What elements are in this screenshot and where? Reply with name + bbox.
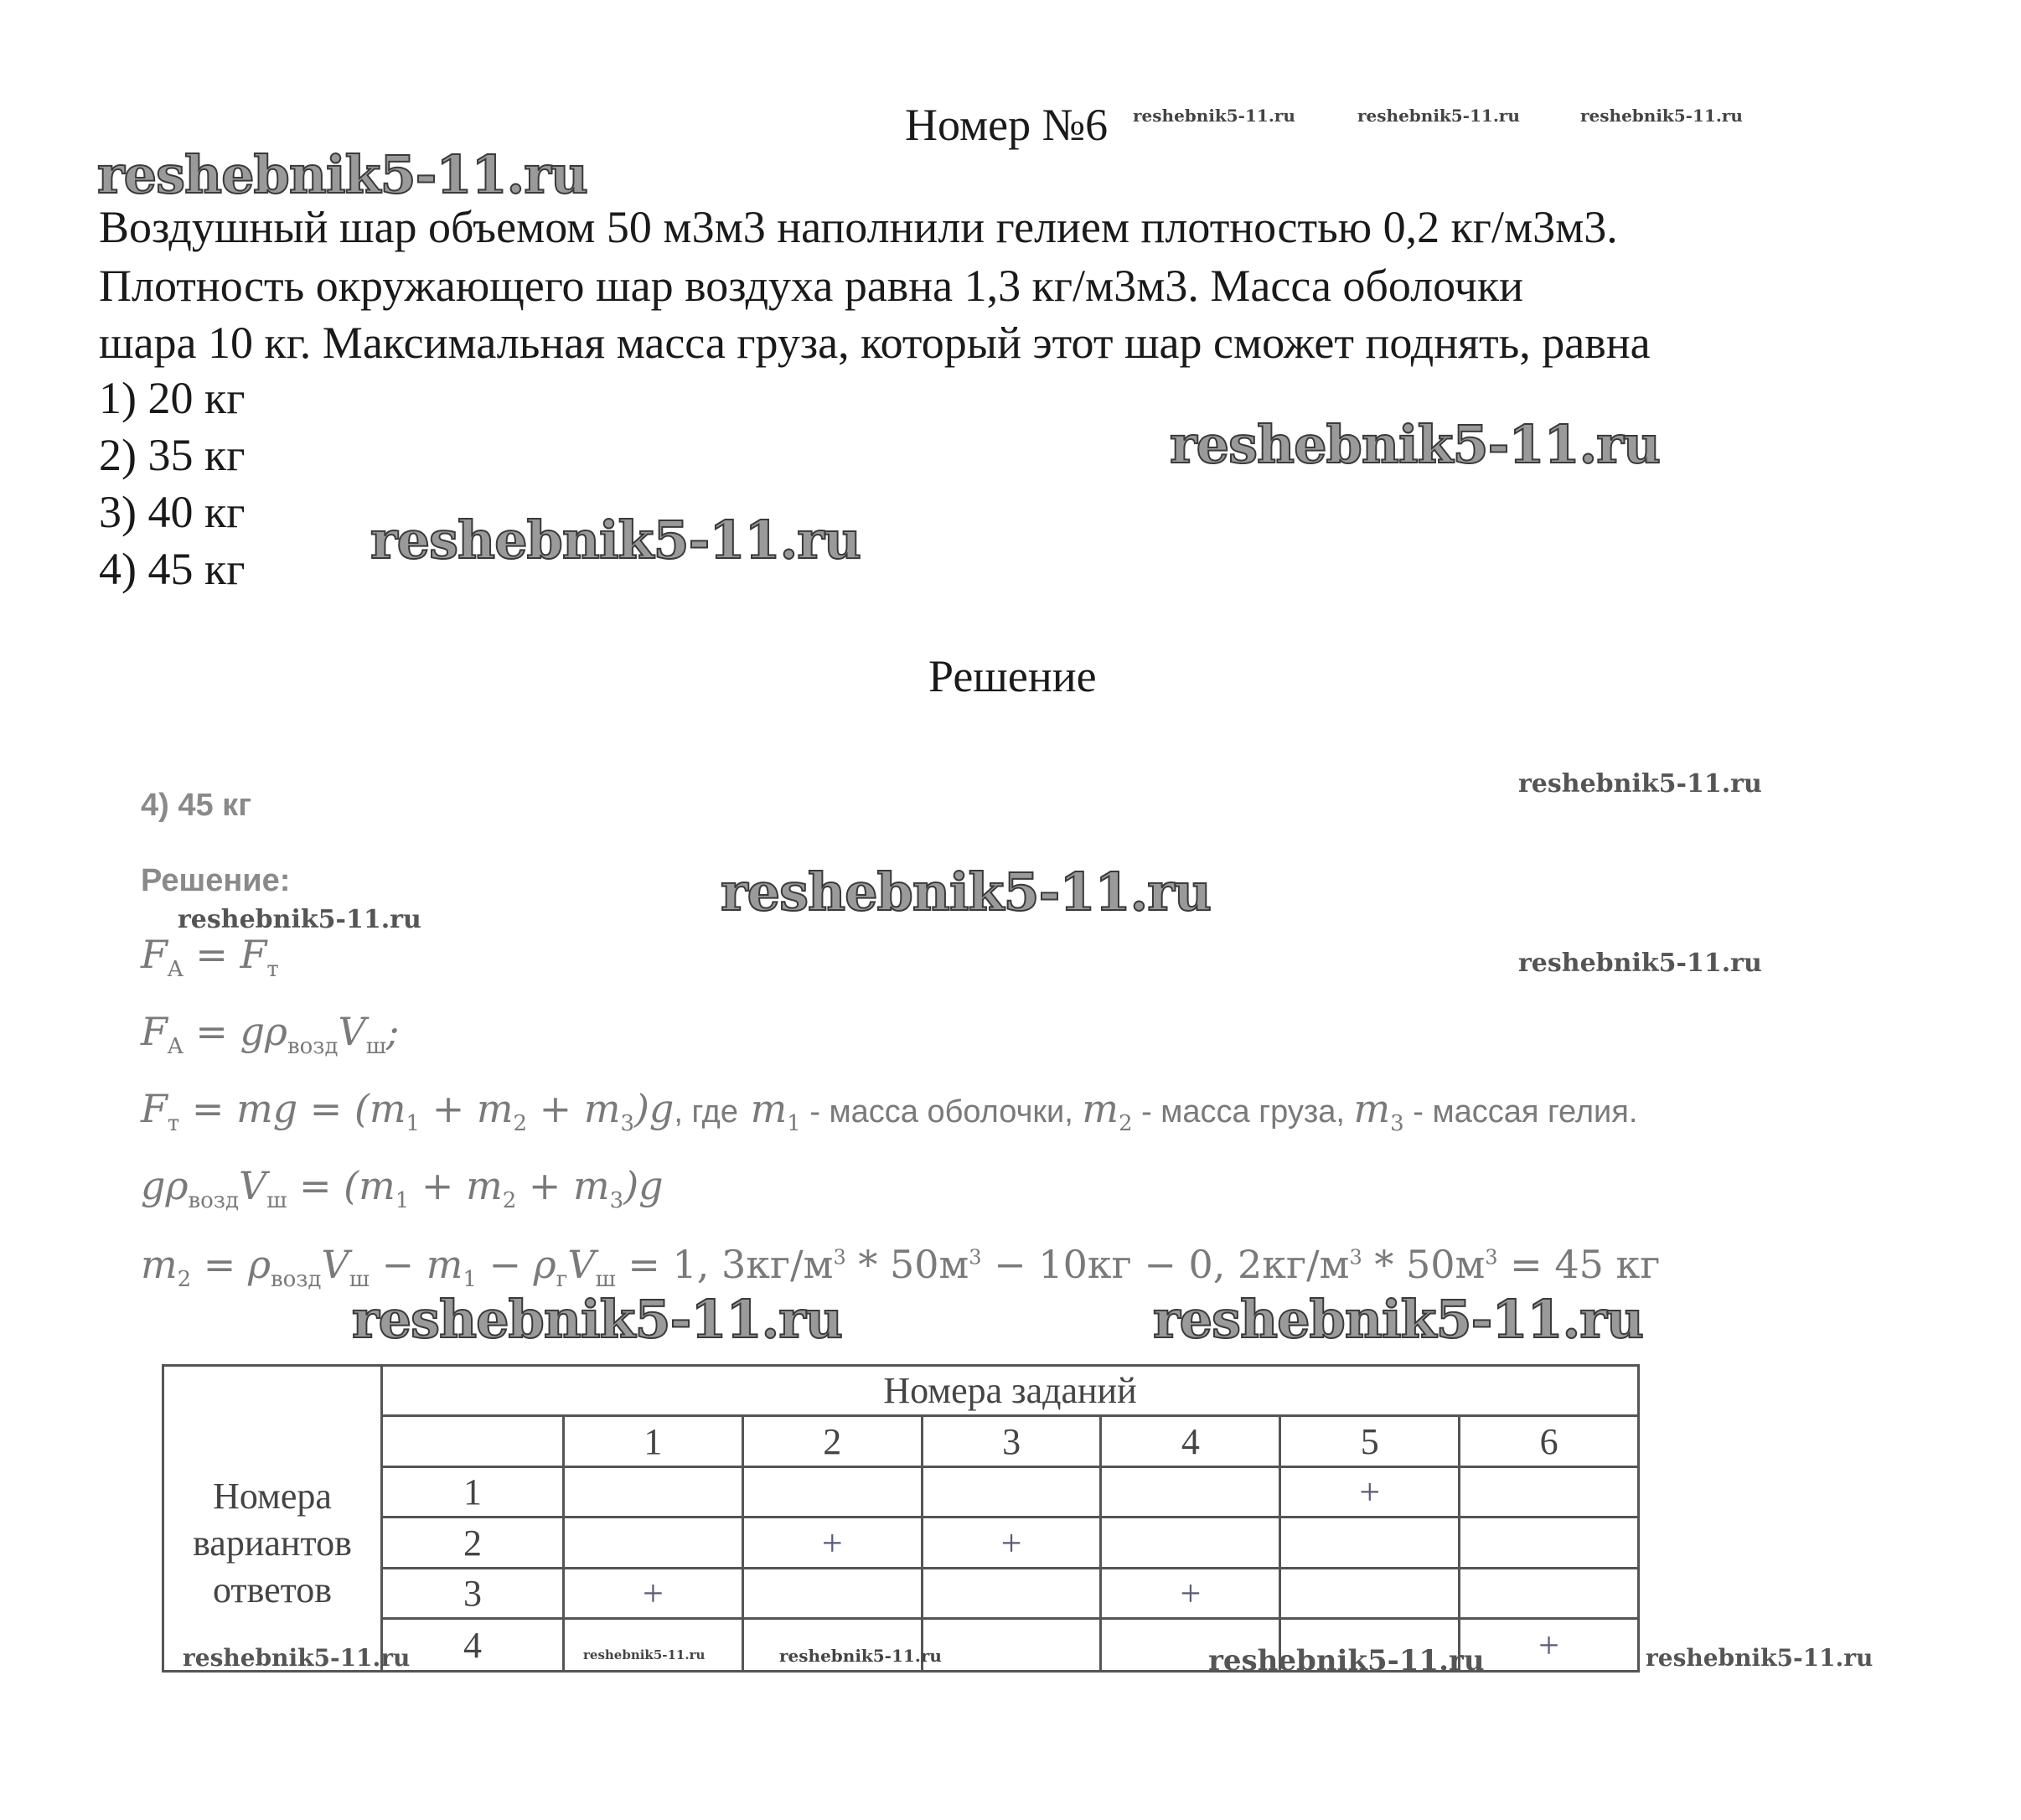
watermark: reshebnik5-11.ru — [1170, 414, 1660, 475]
table-cell: + — [1460, 1619, 1639, 1672]
watermark: reshebnik5-11.ru — [178, 905, 421, 934]
watermark: reshebnik5-11.ru — [1518, 769, 1762, 799]
table-cell: + — [1280, 1466, 1460, 1517]
equation-2: $F_A = g\rho_{возд}V_ш$; — [141, 1009, 400, 1060]
column-header: 2 — [742, 1416, 922, 1466]
watermark: reshebnik5-11.ru — [1208, 1644, 1485, 1678]
option-2: 2) 35 кг — [99, 430, 246, 480]
problem-line-3: шара 10 кг. Максимальная масса груза, который этот шар сможет поднять, равна — [99, 318, 1651, 368]
row-label: 2 — [382, 1518, 564, 1568]
table-cell — [1280, 1518, 1460, 1568]
equation-4: $g\rho_{возд}V_ш = (m_1 + m_2 + m_3)g$ — [141, 1163, 664, 1214]
table-cell — [564, 1518, 743, 1568]
watermark: reshebnik5-11.ru — [1580, 106, 1743, 126]
watermark: reshebnik5-11.ru — [370, 509, 861, 571]
page-title: Номер №6 — [905, 100, 1109, 150]
corner-cell — [382, 1416, 564, 1466]
row-label: 4 — [382, 1619, 564, 1672]
table-cell — [1280, 1568, 1460, 1618]
watermark: reshebnik5-11.ru — [1133, 106, 1295, 126]
column-header: 5 — [1280, 1416, 1460, 1466]
watermark: reshebnik5-11.ru — [1518, 949, 1762, 978]
table-cell — [1460, 1518, 1639, 1568]
answer-table — [162, 1364, 1640, 1673]
watermark: reshebnik5-11.ru — [352, 1289, 842, 1350]
watermark: reshebnik5-11.ru — [721, 861, 1211, 923]
column-header: 4 — [1101, 1416, 1280, 1466]
solution-label: Решение: — [141, 863, 291, 898]
watermark: reshebnik5-11.ru — [1357, 106, 1520, 126]
table-cell — [922, 1619, 1101, 1672]
table-cell — [564, 1466, 743, 1517]
option-3: 3) 40 кг — [99, 487, 246, 537]
table-cell — [742, 1568, 922, 1618]
problem-line-1: Воздушный шар объемом 50 м3м3 наполнили гелием плотностью 0,2 кг/м3м3. — [99, 202, 1618, 252]
row-header-cell — [163, 1366, 382, 1672]
table-cell: + — [742, 1518, 922, 1568]
option-1: 1) 20 кг — [99, 373, 246, 423]
equation-5: $m_2 = \rho_{возд}V_ш - m_1 - \rho_гV_ш = 1$, $3кг/м^3 * 50м^3 - 10кг - 0$, $2кг/м^3 * 50м^3 = 45$ кг — [141, 1242, 1661, 1293]
watermark: reshebnik5-11.ru — [583, 1647, 706, 1662]
table-cell — [564, 1619, 743, 1672]
column-header: 6 — [1460, 1416, 1639, 1466]
option-4: 4) 45 кг — [99, 544, 246, 594]
table-cell — [742, 1466, 922, 1517]
equation-3: $F_т$ = mg = $(m_1 + m_2 + m_3)g$, где $m_1$ - масса оболочки, $m_2$ - масса груза, $m_3$ - массая гелия. — [141, 1086, 1638, 1137]
row-label: 1 — [382, 1466, 564, 1517]
watermark: reshebnik5-11.ru — [1646, 1644, 1874, 1672]
table-cell — [1101, 1466, 1280, 1517]
row-header: Номера вариантов ответов — [193, 1476, 352, 1611]
problem-line-2: Плотность окружающего шар воздуха равна 1,3 кг/м3м3. Масса оболочки — [99, 261, 1524, 311]
watermark: reshebnik5-11.ru — [1153, 1289, 1643, 1350]
row-label: 3 — [382, 1568, 564, 1618]
watermark: reshebnik5-11.ru — [779, 1646, 942, 1666]
column-header: 1 — [564, 1416, 743, 1466]
table-cell — [922, 1568, 1101, 1618]
watermark: reshebnik5-11.ru — [183, 1644, 411, 1672]
table-cell: + — [564, 1568, 743, 1618]
table-cell — [1460, 1568, 1639, 1618]
table-cell — [922, 1466, 1101, 1517]
table-cell — [1101, 1518, 1280, 1568]
table-cell: + — [922, 1518, 1101, 1568]
column-header: 3 — [922, 1416, 1101, 1466]
solution-answer: 4) 45 кг — [141, 788, 252, 823]
watermark: reshebnik5-11.ru — [97, 144, 587, 205]
equation-1: $F_A = F_т$ — [141, 932, 279, 983]
column-header-top: Номера заданий — [382, 1366, 1639, 1416]
solution-heading: Решение — [928, 651, 1097, 701]
table-cell: + — [1101, 1568, 1280, 1618]
table-cell — [1460, 1466, 1639, 1517]
